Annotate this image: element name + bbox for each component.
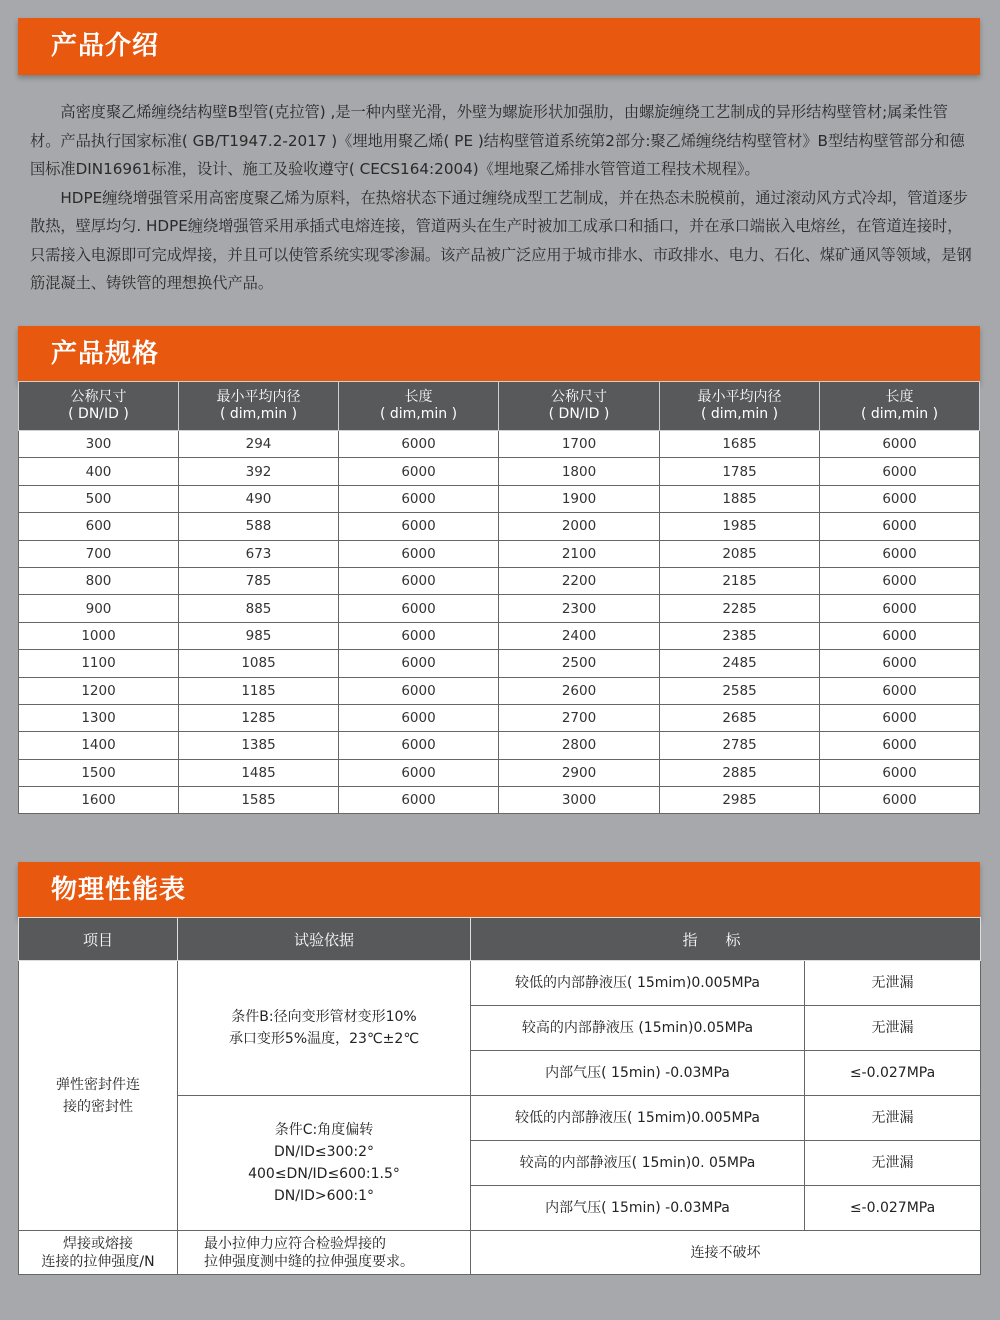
spec-cell: 6000 bbox=[339, 458, 499, 485]
result-cell: 无泄漏 bbox=[805, 1141, 981, 1186]
spec-cell: 1500 bbox=[19, 759, 179, 786]
spec-cell: 2900 bbox=[499, 759, 660, 786]
spec-cell: 490 bbox=[179, 485, 339, 512]
spec-cell: 1200 bbox=[19, 677, 179, 704]
spec-cell: 6000 bbox=[820, 513, 980, 540]
spec-cell: 1800 bbox=[499, 458, 660, 485]
result-cell: 无泄漏 bbox=[805, 1096, 981, 1141]
spec-cell: 1685 bbox=[660, 431, 820, 458]
spec-cell: 1700 bbox=[499, 431, 660, 458]
section-banner-physical: 物理性能表 bbox=[18, 862, 980, 919]
spec-cell: 2400 bbox=[499, 622, 660, 649]
spec-cell: 2885 bbox=[660, 759, 820, 786]
test-cell: 较高的内部静液压( 15min)0. 05MPa bbox=[471, 1141, 805, 1186]
table-row bbox=[19, 1231, 981, 1275]
spec-cell: 6000 bbox=[339, 677, 499, 704]
spec-cell: 1885 bbox=[660, 485, 820, 512]
table-row bbox=[19, 787, 980, 814]
spec-cell: 1600 bbox=[19, 787, 179, 814]
test-cell: 内部气压( 15min) -0.03MPa bbox=[471, 1051, 805, 1096]
spec-cell: 3000 bbox=[499, 787, 660, 814]
spec-cell: 900 bbox=[19, 595, 179, 622]
test-cell: 内部气压( 15min) -0.03MPa bbox=[471, 1186, 805, 1231]
spec-cell: 2700 bbox=[499, 704, 660, 731]
spec-header-cell: 最小平均内径 ( dim,min ) bbox=[660, 382, 820, 431]
spec-cell: 6000 bbox=[339, 485, 499, 512]
spec-cell: 588 bbox=[179, 513, 339, 540]
result-cell: 无泄漏 bbox=[805, 1006, 981, 1051]
phys-header-indicator: 指标 bbox=[471, 918, 981, 961]
spec-cell: 1000 bbox=[19, 622, 179, 649]
spec-cell: 6000 bbox=[820, 622, 980, 649]
spec-cell: 2585 bbox=[660, 677, 820, 704]
spec-cell: 1900 bbox=[499, 485, 660, 512]
spec-cell: 2085 bbox=[660, 540, 820, 567]
spec-header-cell: 公称尺寸 ( DN/ID ) bbox=[499, 382, 660, 431]
intro-text bbox=[30, 98, 975, 298]
spec-cell: 6000 bbox=[820, 458, 980, 485]
spec-cell: 2800 bbox=[499, 732, 660, 759]
spec-cell: 2500 bbox=[499, 650, 660, 677]
spec-cell: 2200 bbox=[499, 567, 660, 594]
spec-header-row bbox=[19, 382, 980, 431]
spec-cell: 6000 bbox=[820, 650, 980, 677]
spec-cell: 1385 bbox=[179, 732, 339, 759]
weld-result-cell: 连接不破坏 bbox=[471, 1231, 981, 1275]
spec-table bbox=[18, 381, 980, 814]
table-row bbox=[19, 677, 980, 704]
spec-header-cell: 长度 ( dim,min ) bbox=[339, 382, 499, 431]
spec-header-cell: 长度 ( dim,min ) bbox=[820, 382, 980, 431]
spec-cell: 6000 bbox=[339, 595, 499, 622]
spec-cell: 785 bbox=[179, 567, 339, 594]
spec-cell: 673 bbox=[179, 540, 339, 567]
spec-cell: 2985 bbox=[660, 787, 820, 814]
result-cell: ≤-0.027MPa bbox=[805, 1186, 981, 1231]
condition-b-cell: 条件B:径向变形管材变形10% 承口变形5%温度，23℃±2℃ bbox=[178, 961, 471, 1096]
spec-cell: 6000 bbox=[820, 787, 980, 814]
spec-header-cell: 最小平均内径 ( dim,min ) bbox=[179, 382, 339, 431]
spec-cell: 6000 bbox=[820, 431, 980, 458]
spec-cell: 1985 bbox=[660, 513, 820, 540]
table-row bbox=[19, 961, 981, 1006]
spec-cell: 6000 bbox=[820, 732, 980, 759]
spec-cell: 2300 bbox=[499, 595, 660, 622]
spec-cell: 1285 bbox=[179, 704, 339, 731]
weld-basis-cell: 最小拉伸力应符合检验焊接的 拉伸强度测中缝的拉伸强度要求。 bbox=[178, 1231, 471, 1275]
spec-cell: 6000 bbox=[339, 704, 499, 731]
spec-cell: 6000 bbox=[339, 567, 499, 594]
test-cell: 较低的内部静液压( 15mim)0.005MPa bbox=[471, 961, 805, 1006]
spec-cell: 2100 bbox=[499, 540, 660, 567]
spec-cell: 6000 bbox=[339, 540, 499, 567]
spec-cell: 6000 bbox=[820, 677, 980, 704]
spec-cell: 6000 bbox=[820, 595, 980, 622]
spec-cell: 6000 bbox=[339, 513, 499, 540]
spec-cell: 1300 bbox=[19, 704, 179, 731]
result-cell: ≤-0.027MPa bbox=[805, 1051, 981, 1096]
spec-cell: 2485 bbox=[660, 650, 820, 677]
spec-cell: 1185 bbox=[179, 677, 339, 704]
test-cell: 较低的内部静液压( 15mim)0.005MPa bbox=[471, 1096, 805, 1141]
table-row bbox=[19, 458, 980, 485]
spec-cell: 1085 bbox=[179, 650, 339, 677]
spec-cell: 885 bbox=[179, 595, 339, 622]
spec-cell: 2185 bbox=[660, 567, 820, 594]
spec-cell: 6000 bbox=[820, 485, 980, 512]
spec-cell: 985 bbox=[179, 622, 339, 649]
spec-cell: 6000 bbox=[339, 732, 499, 759]
spec-cell: 1485 bbox=[179, 759, 339, 786]
item-seal-cell: 弹性密封件连 接的密封性 bbox=[19, 961, 178, 1231]
spec-cell: 300 bbox=[19, 431, 179, 458]
spec-cell: 2000 bbox=[499, 513, 660, 540]
table-row bbox=[19, 485, 980, 512]
spec-cell: 2385 bbox=[660, 622, 820, 649]
spec-cell: 2685 bbox=[660, 704, 820, 731]
result-cell: 无泄漏 bbox=[805, 961, 981, 1006]
spec-cell: 6000 bbox=[339, 431, 499, 458]
table-row bbox=[19, 431, 980, 458]
spec-cell: 2600 bbox=[499, 677, 660, 704]
test-cell: 较高的内部静液压 (15min)0.05MPa bbox=[471, 1006, 805, 1051]
phys-header-basis: 试验依据 bbox=[178, 918, 471, 961]
item-weld-cell: 焊接或熔接 连接的拉伸强度/N bbox=[19, 1231, 178, 1275]
spec-header-cell: 公称尺寸 ( DN/ID ) bbox=[19, 382, 179, 431]
section-banner-intro: 产品介绍 bbox=[18, 18, 980, 75]
table-row bbox=[19, 732, 980, 759]
spec-cell: 2285 bbox=[660, 595, 820, 622]
table-row bbox=[19, 567, 980, 594]
spec-cell: 6000 bbox=[820, 759, 980, 786]
spec-cell: 800 bbox=[19, 567, 179, 594]
phys-header-item: 项目 bbox=[19, 918, 178, 961]
phys-header-row bbox=[19, 918, 981, 961]
spec-cell: 600 bbox=[19, 513, 179, 540]
intro-paragraph-1: 高密度聚乙烯缠绕结构壁B型管(克拉管) ,是一种内壁光滑，外壁为螺旋形状加强肋，由螺旋缠绕工艺制成的异形结构壁管材;属柔性管材。产品执行国家标准( GB/T1947.2-2017 )《埋地用聚乙烯( PE )结构壁管道系统第2部分:聚乙烯缠绕结构壁管材》B型结构壁管部分和德国标准DIN16961标准，设计、施工及验收遵守( CECS164:2004)《埋地聚乙烯排水管管道工程技术规程》。 bbox=[30, 103, 965, 178]
spec-cell: 6000 bbox=[820, 704, 980, 731]
spec-cell: 1785 bbox=[660, 458, 820, 485]
spec-cell: 6000 bbox=[339, 650, 499, 677]
spec-cell: 700 bbox=[19, 540, 179, 567]
table-row bbox=[19, 540, 980, 567]
table-row bbox=[19, 704, 980, 731]
table-row bbox=[19, 513, 980, 540]
physical-properties-table bbox=[18, 917, 981, 1275]
spec-cell: 1400 bbox=[19, 732, 179, 759]
spec-cell: 6000 bbox=[339, 759, 499, 786]
intro-paragraph-2: HDPE缠绕增强管采用高密度聚乙烯为原料，在热熔状态下通过缠绕成型工艺制成，并在热态未脱模前，通过滚动风方式冷却，管道逐步散热，壁厚均匀. HDPE缠绕增强管采用承插式电熔连接，管道两头在生产时被加工成承口和插口，并在承口端嵌入电熔丝，在管道连接时，只需接入电源即可完成焊接，并且可以使管系统实现零渗漏。该产品被广泛应用于城市排水、市政排水、电力、石化、煤矿通风等领域，是钢筋混凝土、铸铁管的理想换代产品。 bbox=[30, 188, 972, 292]
table-row bbox=[19, 622, 980, 649]
table-row bbox=[19, 759, 980, 786]
table-row bbox=[19, 650, 980, 677]
spec-cell: 6000 bbox=[820, 540, 980, 567]
spec-cell: 2785 bbox=[660, 732, 820, 759]
spec-cell: 500 bbox=[19, 485, 179, 512]
section-banner-spec: 产品规格 bbox=[18, 326, 980, 383]
spec-cell: 1100 bbox=[19, 650, 179, 677]
spec-cell: 6000 bbox=[820, 567, 980, 594]
spec-cell: 400 bbox=[19, 458, 179, 485]
spec-cell: 6000 bbox=[339, 787, 499, 814]
spec-cell: 294 bbox=[179, 431, 339, 458]
spec-cell: 6000 bbox=[339, 622, 499, 649]
spec-cell: 1585 bbox=[179, 787, 339, 814]
condition-c-cell: 条件C:角度偏转 DN/ID≤300:2° 400≤DN/ID≤600:1.5° DN/ID>600:1° bbox=[178, 1096, 471, 1231]
table-row bbox=[19, 595, 980, 622]
spec-table-body bbox=[19, 431, 980, 814]
spec-cell: 392 bbox=[179, 458, 339, 485]
